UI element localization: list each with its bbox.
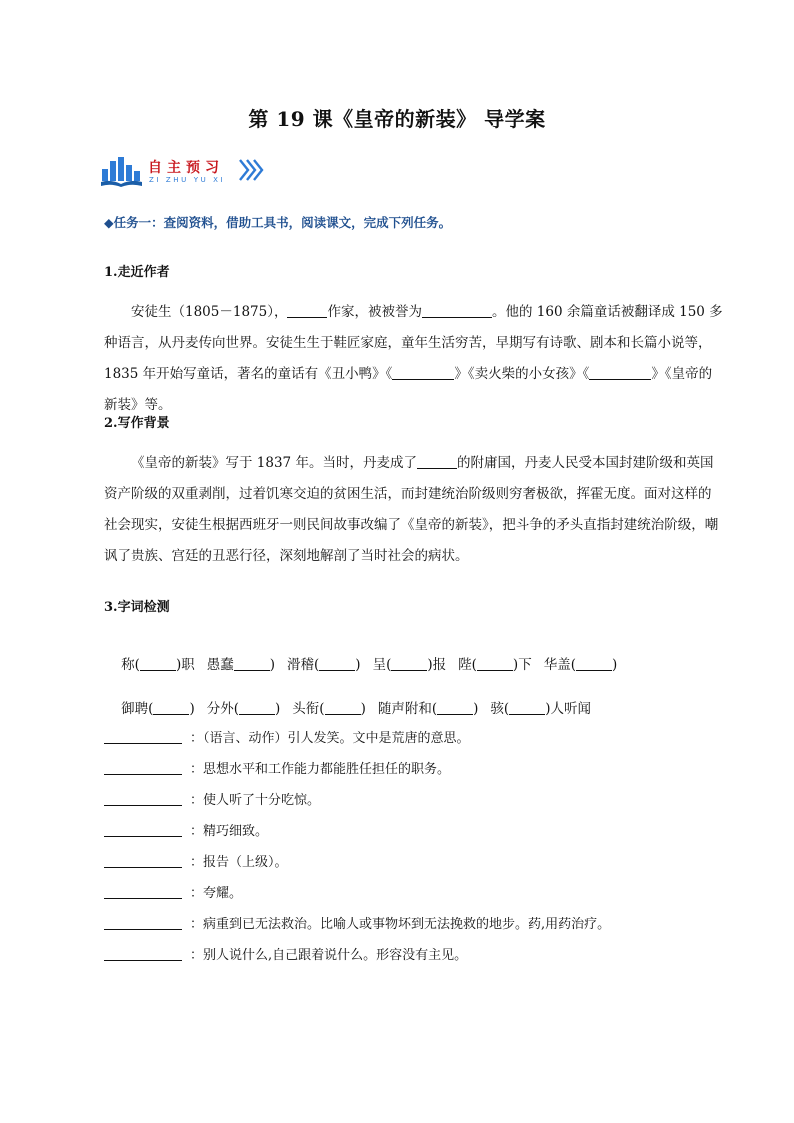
definition-text: ：夸耀。: [190, 886, 243, 901]
vocab-word: ): [275, 701, 281, 717]
definition-text: ：病重到已无法救治。比喻人或事物坏到无法挽救的地步。药,用药治疗。: [190, 917, 611, 932]
vocab-word: )报: [427, 657, 447, 673]
vocab-row-2: [104, 681, 603, 733]
page-title: 第 19 课《皇帝的新装》 导学案: [248, 107, 546, 131]
vocab-item: [373, 653, 447, 673]
definition-text: ：（语言、动作）引人发笑。文中是荒唐的意思。: [190, 731, 470, 746]
vocab-word: ): [611, 657, 618, 673]
vocab-item: [121, 653, 195, 673]
vocab-word: ): [473, 701, 479, 717]
section-heading-author: 1.走近作者: [104, 265, 170, 280]
fill-blank[interactable]: [391, 657, 427, 672]
fill-blank[interactable]: [319, 657, 355, 672]
fill-blank[interactable]: [104, 885, 182, 899]
fill-blank[interactable]: [477, 657, 513, 672]
vocab-word: ): [189, 701, 195, 717]
fill-blank[interactable]: [104, 730, 182, 744]
vocab-item: [458, 653, 532, 673]
badge-label: 自主预习: [148, 160, 224, 176]
vocab-word: 陛(: [458, 657, 477, 673]
fill-blank[interactable]: [287, 304, 327, 319]
fill-blank[interactable]: [437, 701, 473, 716]
vocab-word: ): [355, 657, 361, 673]
section-heading-background: 2.写作背景: [104, 416, 170, 431]
fill-blank[interactable]: [417, 455, 457, 470]
vocab-word: 愚蠢: [206, 657, 234, 673]
text-run: 的附庸国，丹麦人民受本国封建阶级和英国资产阶级的双重剥削，过着饥寒交迫的贫困生活，而封建统治阶级则穷奢极欲，挥霍无度。面对这样的社会现实，安徒生根据西班牙一则民间故事改编了《皇帝的新装》，把斗争的矛头直指封建统治阶级，嘲讽了贵族、宫廷的丑恶行径，深刻地解剖了当时社会的病状。: [104, 455, 719, 564]
author-paragraph: [104, 297, 724, 421]
definition-text: ：报告（上级）。: [190, 855, 288, 870]
definition-text: ：精巧细致。: [190, 824, 269, 839]
fill-blank[interactable]: [104, 916, 182, 930]
vocab-word: 御聘(: [121, 701, 154, 717]
text-run: 》《皇帝的新装》等。: [104, 366, 713, 413]
definition-line: [104, 820, 268, 839]
definition-line: [104, 727, 470, 746]
definition-text: ：思想水平和工作能力都能胜任担任的职务。: [190, 762, 451, 777]
fill-blank[interactable]: [239, 701, 275, 716]
vocab-word: 头衔(: [292, 701, 325, 717]
vocab-word: ): [269, 657, 276, 673]
background-paragraph: [104, 448, 724, 572]
vocab-word: 呈(: [372, 657, 392, 673]
section-badge: [100, 155, 270, 189]
fill-blank[interactable]: [392, 366, 454, 381]
vocab-item: [121, 697, 195, 717]
vocab-item: [207, 697, 281, 717]
vocab-item: [490, 697, 591, 717]
text-run: 作家，被被誉为: [327, 304, 422, 320]
fill-blank[interactable]: [509, 701, 545, 716]
fill-blank[interactable]: [422, 304, 492, 319]
definition-line: [104, 758, 450, 777]
fill-blank[interactable]: [104, 823, 182, 837]
vocab-word: 滑稽(: [287, 657, 320, 673]
vocab-item: [207, 653, 275, 673]
definition-line: [104, 913, 610, 932]
badge-pinyin: ZI ZHU YU XI: [149, 176, 226, 184]
fill-blank[interactable]: [153, 701, 189, 716]
vocab-word: ): [360, 701, 366, 717]
fill-blank[interactable]: [234, 657, 270, 672]
vocab-item: [544, 653, 618, 673]
vocab-word: )下: [512, 657, 532, 673]
definition-line: [104, 882, 242, 901]
fill-blank[interactable]: [576, 657, 612, 672]
fill-blank[interactable]: [104, 792, 182, 806]
vocab-word: )人听闻: [545, 701, 591, 717]
fill-blank[interactable]: [104, 761, 182, 775]
fill-blank[interactable]: [140, 657, 176, 672]
vocab-word: )职: [175, 657, 195, 673]
text-run: 安徒生（1805－1875），: [131, 304, 288, 320]
vocab-item: [292, 697, 366, 717]
vocab-word: 分外(: [206, 701, 240, 717]
definition-line: [104, 789, 320, 808]
fill-blank[interactable]: [589, 366, 651, 381]
fill-blank[interactable]: [104, 947, 182, 961]
fill-blank[interactable]: [104, 854, 182, 868]
definition-line: [104, 944, 467, 963]
open-book-icon: [100, 155, 144, 187]
text-run: 》《卖火柴的小女孩》《: [454, 366, 590, 382]
definition-line: [104, 851, 288, 870]
text-run: 《皇帝的新装》写于 1837 年。当时，丹麦成了: [131, 455, 417, 471]
vocab-item: [378, 697, 479, 717]
definition-text: ：使人听了十分吃惊。: [190, 793, 321, 808]
text-run: 。他的 160 余篇童话被翻译成 150 多种语言，从丹麦传向世界。安徒生生于鞋匠家庭，童年生活穷苦，早期写有诗歌、剧本和长篇小说等，1835 年开始写童话，著名的童话有《丑小鸭》《: [104, 304, 723, 382]
definition-text: ：别人说什么,自己跟着说什么。形容没有主见。: [190, 948, 468, 963]
chevrons-icon: [238, 157, 266, 183]
vocab-word: 称(: [121, 657, 140, 673]
vocab-item: [287, 653, 361, 673]
task-instruction: ◆任务一：查阅资料，借助工具书，阅读课文，完成下列任务。: [104, 215, 452, 230]
vocab-word: 随声附和(: [377, 701, 438, 717]
fill-blank[interactable]: [325, 701, 361, 716]
vocab-word: 华盖(: [543, 657, 576, 673]
vocab-word: 骇(: [490, 701, 510, 717]
section-heading-vocab: 3.字词检测: [104, 600, 170, 615]
